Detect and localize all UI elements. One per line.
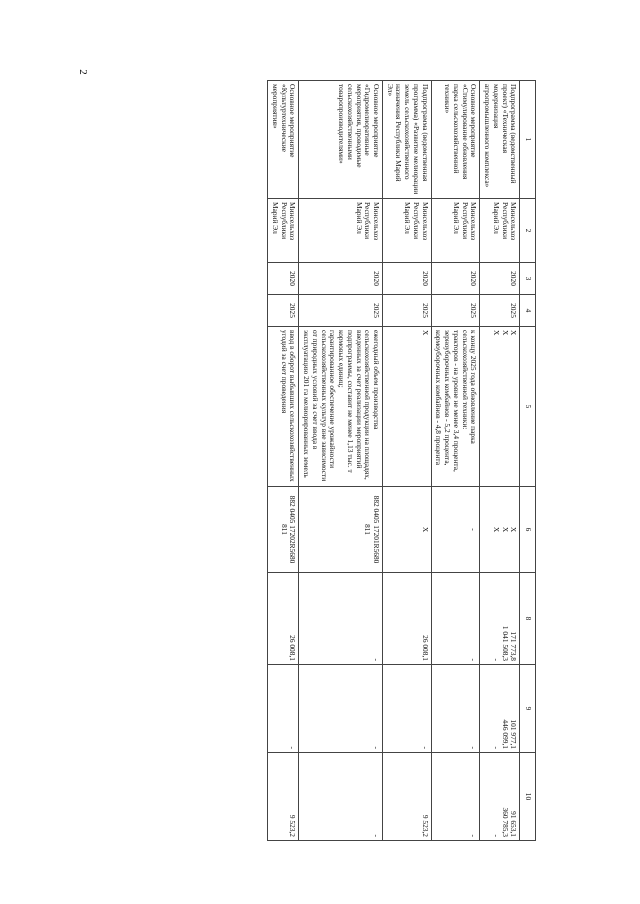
cell-line: X — [500, 526, 510, 533]
cell-line: 9 523,2 — [288, 814, 298, 837]
table-cell-c2: Минсельхоз Республики Марий Эл — [480, 199, 520, 263]
cell-line: X — [509, 526, 519, 533]
cell-line: - — [469, 528, 479, 531]
table-cell-c5 — [480, 327, 520, 487]
cell-line: - — [491, 658, 501, 661]
rotated-table-container — [96, 80, 536, 840]
cell-line: кормоуборочных комбайнов - 4,8 процента — [434, 330, 444, 465]
table-cell-c8 — [268, 573, 299, 665]
cell-line: X — [491, 526, 501, 533]
cell-line: 446 099,1 — [500, 719, 510, 749]
table-row — [480, 81, 520, 841]
table-cell-c9 — [268, 665, 299, 753]
cell-line: 882 0405 17201R5680 811 — [363, 495, 381, 564]
table-cell-c3: 2020 — [480, 263, 520, 295]
table-cell-c9 — [382, 665, 431, 753]
cell-line: 26 008,1 — [420, 635, 430, 661]
table-cell-c3: 2020 — [299, 263, 383, 295]
column-header: 2 — [520, 199, 536, 263]
column-header: 8 — [520, 573, 536, 665]
cell-line: - — [288, 746, 298, 749]
table-cell-c8 — [382, 573, 431, 665]
cell-line: - — [371, 834, 381, 837]
cell-line: ввод в оборот выбывших сельскохозяйственных угодий за счет проведения — [279, 330, 298, 482]
cell-line: 26 008,1 — [288, 635, 298, 661]
table-cell-c1: Подпрограмма (ведомственный проект) «Техническая модернизация агропромышленного комплекса» — [480, 81, 520, 199]
table-cell-c9 — [299, 665, 383, 753]
column-header: 6 — [520, 487, 536, 573]
table-cell-c3: 2020 — [431, 263, 480, 295]
cell-line: - — [469, 746, 479, 749]
program-table — [267, 80, 536, 841]
table-cell-c8 — [299, 573, 383, 665]
table-cell-c10 — [268, 753, 299, 841]
cell-line: X — [500, 330, 510, 336]
table-cell-c4: 2025 — [480, 295, 520, 327]
page-number: 2 — [76, 69, 89, 75]
table-cell-c10 — [431, 753, 480, 841]
cell-line: X — [491, 330, 501, 336]
table-cell-c4: 2025 — [268, 295, 299, 327]
cell-line: 360 785,3 — [500, 807, 510, 837]
table-row — [299, 81, 383, 841]
table-cell-c1: Основное мероприятие «Стимулирование обновления парка сельскохозяйственной техники» — [431, 81, 480, 199]
table-cell-c9 — [480, 665, 520, 753]
table-cell-c4: 2025 — [299, 295, 383, 327]
cell-line: - — [371, 658, 381, 661]
table-cell-c4: 2025 — [431, 295, 480, 327]
table-cell-c2: Минсельхоз Республики Марий Эл — [268, 199, 299, 263]
table-cell-c10 — [480, 753, 520, 841]
table-cell-c1: Подпрограмма (ведомственная программа) «Развитие мелиорации земель сельскохозяйственного назначения Республики Марий Эл» — [382, 81, 431, 199]
table-cell-c10 — [299, 753, 383, 841]
table-cell-c5 — [268, 327, 299, 487]
column-header: 4 — [520, 295, 536, 327]
table-cell-c8 — [480, 573, 520, 665]
cell-line: тракторов - на уровне не менее 3,4 процента, — [451, 330, 461, 472]
cell-line: - — [491, 746, 501, 749]
cell-line: 1 041 508,3 — [500, 625, 510, 661]
table-cell-c6 — [268, 487, 299, 573]
table-row — [431, 81, 480, 841]
cell-line: гарантированное обеспечение урожайности сельскохозяйственных культур вне зависимости от природных условий за счет ввода в эксплуатацию 201 га мелиорированных земель — [302, 330, 338, 482]
table-cell-c6 — [480, 487, 520, 573]
table-cell-c2: Минсельхоз Республики Марий Эл — [299, 199, 383, 263]
cell-line: - — [469, 834, 479, 837]
column-header: 3 — [520, 263, 536, 295]
table-cell-c1: Основное мероприятие «Культуртехнические мероприятия» — [268, 81, 299, 199]
cell-line: - — [491, 834, 501, 837]
table-cell-c2: Минсельхоз Республики Марий Эл — [382, 199, 431, 263]
cell-line: 882 0405 17202R5680 811 — [279, 495, 298, 564]
table-cell-c5 — [382, 327, 431, 487]
cell-line: 91 653,1 — [509, 811, 519, 837]
header-row — [520, 81, 536, 841]
cell-line: 9 523,2 — [420, 814, 430, 837]
table-row — [268, 81, 299, 841]
cell-line: X — [420, 526, 430, 533]
table-cell-c5 — [299, 327, 383, 487]
cell-line: 101 977,1 — [509, 719, 519, 749]
table-cell-c9 — [431, 665, 480, 753]
table-body — [268, 81, 520, 841]
table-cell-c6 — [431, 487, 480, 573]
cell-line: зерноуборочных комбайнов - 5,2 процента, — [443, 330, 453, 466]
table-cell-c10 — [382, 753, 431, 841]
cell-line: X — [420, 330, 430, 336]
cell-line: - — [469, 658, 479, 661]
table-cell-c6 — [382, 487, 431, 573]
table-row — [382, 81, 431, 841]
cell-line: 171 773,8 — [509, 631, 519, 661]
cell-line: ежегодный объем производства сельскохозяйственной продукции на площадях, введенных за счет реализации мероприятий подпрограммы, составит не менее 1,13 тыс. т кормовых единиц; — [337, 330, 381, 480]
table-cell-c5 — [431, 327, 480, 487]
column-header: 10 — [520, 753, 536, 841]
table-cell-c2: Минсельхоз Республики Марий Эл — [431, 199, 480, 263]
table-cell-c3: 2020 — [268, 263, 299, 295]
cell-line: - — [371, 746, 381, 749]
cell-line: X — [509, 330, 519, 336]
table-cell-c1: Основное мероприятие «Гидромелиоративные мероприятия, проводимые сельскохозяйственными товаропроизводителями» — [299, 81, 383, 199]
column-header: 5 — [520, 327, 536, 487]
column-header: 9 — [520, 665, 536, 753]
table-cell-c4: 2025 — [382, 295, 431, 327]
cell-line: к концу 2025 года обновление парка сельскохозяйственной техники: — [460, 330, 479, 444]
table-cell-c3: 2020 — [382, 263, 431, 295]
cell-line: - — [420, 746, 430, 749]
table-cell-c6 — [299, 487, 383, 573]
table-cell-c8 — [431, 573, 480, 665]
column-header: 1 — [520, 81, 536, 199]
